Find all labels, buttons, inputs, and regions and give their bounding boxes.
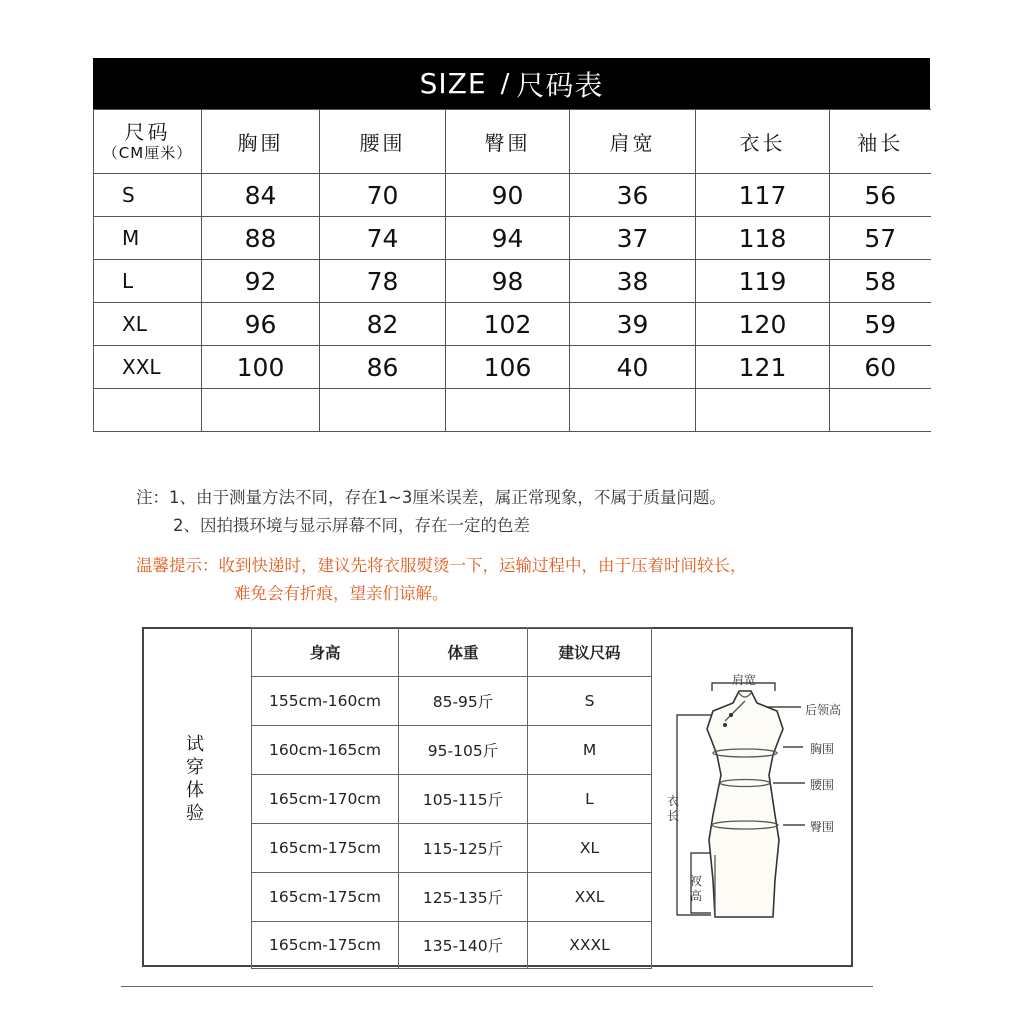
hip-cell: 106 xyxy=(446,346,570,389)
header-chest: 胸围 xyxy=(202,110,320,174)
weight-cell: 85-95斤 xyxy=(399,677,528,726)
suggest-size-cell: XXXL xyxy=(528,922,652,969)
blank-cell xyxy=(202,389,320,432)
slit-char: 高 xyxy=(690,889,703,903)
height-cell: 165cm-170cm xyxy=(252,775,399,824)
height-cell: 155cm-160cm xyxy=(252,677,399,726)
hip-cell: 102 xyxy=(446,303,570,346)
size-title-slash: / xyxy=(500,68,511,99)
diagram-label-hip: 臀围 xyxy=(810,820,835,834)
waist-cell: 86 xyxy=(320,346,446,389)
length-cell: 117 xyxy=(696,174,830,217)
weight-cell: 135-140斤 xyxy=(399,922,528,969)
note-line-1: 注：1、由于测量方法不同，存在1~3厘米误差，属正常现象，不属于质量问题。 xyxy=(136,488,726,507)
sleeve-cell: 58 xyxy=(830,260,931,303)
sleeve-cell: 59 xyxy=(830,303,931,346)
table-row xyxy=(252,922,652,969)
shoulder-cell: 36 xyxy=(570,174,696,217)
shoulder-cell: 38 xyxy=(570,260,696,303)
size-cell: XL xyxy=(94,303,202,346)
tip-line-1: 温馨提示：收到快递时，建议先将衣服熨烫一下，运输过程中，由于压着时间较长， xyxy=(136,556,747,575)
size-cell: M xyxy=(94,217,202,260)
waist-cell: 74 xyxy=(320,217,446,260)
chest-cell: 84 xyxy=(202,174,320,217)
header-size-label: 尺码 xyxy=(124,120,171,145)
suggest-size-cell: S xyxy=(528,677,652,726)
length-char: 衣 xyxy=(667,794,680,808)
header-weight: 体重 xyxy=(399,628,528,677)
table-row xyxy=(94,260,931,303)
suggest-size-cell: XL xyxy=(528,824,652,873)
chest-cell: 88 xyxy=(202,217,320,260)
blank-cell xyxy=(320,389,446,432)
size-table-title xyxy=(93,58,930,109)
note-line-2: 2、因拍摄环境与显示屏幕不同，存在一定的色差 xyxy=(173,516,530,535)
waist-cell: 78 xyxy=(320,260,446,303)
sleeve-cell: 57 xyxy=(830,217,931,260)
table-row xyxy=(94,174,931,217)
table-row xyxy=(252,873,652,922)
header-sleeve: 袖长 xyxy=(830,110,931,174)
length-char: 长 xyxy=(667,809,680,823)
diagram-label-length xyxy=(667,794,679,824)
bottom-divider xyxy=(121,986,873,987)
table-row xyxy=(94,346,931,389)
dress-outline xyxy=(707,691,783,917)
length-cell: 121 xyxy=(696,346,830,389)
weight-cell: 125-135斤 xyxy=(399,873,528,922)
weight-cell: 115-125斤 xyxy=(399,824,528,873)
dress-button xyxy=(729,713,733,717)
header-waist: 腰围 xyxy=(320,110,446,174)
blank-cell xyxy=(94,389,202,432)
weight-cell: 105-115斤 xyxy=(399,775,528,824)
size-cell: S xyxy=(94,174,202,217)
fit-table xyxy=(251,627,652,969)
table-row xyxy=(252,824,652,873)
chest-cell: 92 xyxy=(202,260,320,303)
height-cell: 165cm-175cm xyxy=(252,873,399,922)
size-title-cn: 尺码表 xyxy=(516,68,604,102)
slit-char: 衩 xyxy=(690,874,703,888)
sleeve-cell: 56 xyxy=(830,174,931,217)
blank-cell xyxy=(696,389,830,432)
table-row xyxy=(94,303,931,346)
hip-cell: 94 xyxy=(446,217,570,260)
table-row xyxy=(252,677,652,726)
try-on-char: 穿 xyxy=(186,757,204,778)
length-cell: 118 xyxy=(696,217,830,260)
header-size xyxy=(94,110,202,174)
hip-cell: 90 xyxy=(446,174,570,217)
table-row xyxy=(94,217,931,260)
height-cell: 165cm-175cm xyxy=(252,824,399,873)
header-height: 身高 xyxy=(252,628,399,677)
suggest-size-cell: XXL xyxy=(528,873,652,922)
header-shoulder: 肩宽 xyxy=(570,110,696,174)
length-cell: 120 xyxy=(696,303,830,346)
size-title-main: SIZE xyxy=(419,67,487,100)
dress-button xyxy=(723,723,727,727)
dress-body xyxy=(707,691,783,917)
shoulder-cell: 37 xyxy=(570,217,696,260)
diagram-label-back-collar: 后领高 xyxy=(805,703,842,717)
size-table xyxy=(93,109,931,432)
table-row xyxy=(252,726,652,775)
shoulder-cell: 39 xyxy=(570,303,696,346)
waist-cell: 70 xyxy=(320,174,446,217)
suggest-size-cell: L xyxy=(528,775,652,824)
height-cell: 165cm-175cm xyxy=(252,922,399,969)
size-cell: XXL xyxy=(94,346,202,389)
chest-cell: 96 xyxy=(202,303,320,346)
diagram-label-shoulder: 肩宽 xyxy=(732,673,757,687)
height-cell: 160cm-165cm xyxy=(252,726,399,775)
weight-cell: 95-105斤 xyxy=(399,726,528,775)
blank-cell xyxy=(446,389,570,432)
shoulder-cell: 40 xyxy=(570,346,696,389)
size-cell: L xyxy=(94,260,202,303)
try-on-char: 试 xyxy=(186,734,204,755)
header-size-unit: （CM厘米） xyxy=(102,144,193,163)
header-suggest-size: 建议尺码 xyxy=(528,628,652,677)
try-on-label xyxy=(180,733,210,825)
sleeve-cell: 60 xyxy=(830,346,931,389)
header-length: 衣长 xyxy=(696,110,830,174)
table-row xyxy=(252,775,652,824)
diagram-label-chest: 胸围 xyxy=(810,742,835,756)
try-on-char: 体 xyxy=(186,780,204,801)
chest-cell: 100 xyxy=(202,346,320,389)
waist-cell: 82 xyxy=(320,303,446,346)
tip-line-2: 难免会有折痕，望亲们谅解。 xyxy=(234,584,449,603)
blank-row xyxy=(94,389,931,432)
try-on-char: 验 xyxy=(186,803,204,824)
blank-cell xyxy=(830,389,931,432)
size-table-header-row xyxy=(94,110,931,174)
blank-cell xyxy=(570,389,696,432)
diagram-label-slit xyxy=(690,874,702,904)
header-hip: 臀围 xyxy=(446,110,570,174)
diagram-label-waist: 腰围 xyxy=(810,778,835,792)
hip-cell: 98 xyxy=(446,260,570,303)
length-cell: 119 xyxy=(696,260,830,303)
fit-table-header-row xyxy=(252,628,652,677)
suggest-size-cell: M xyxy=(528,726,652,775)
